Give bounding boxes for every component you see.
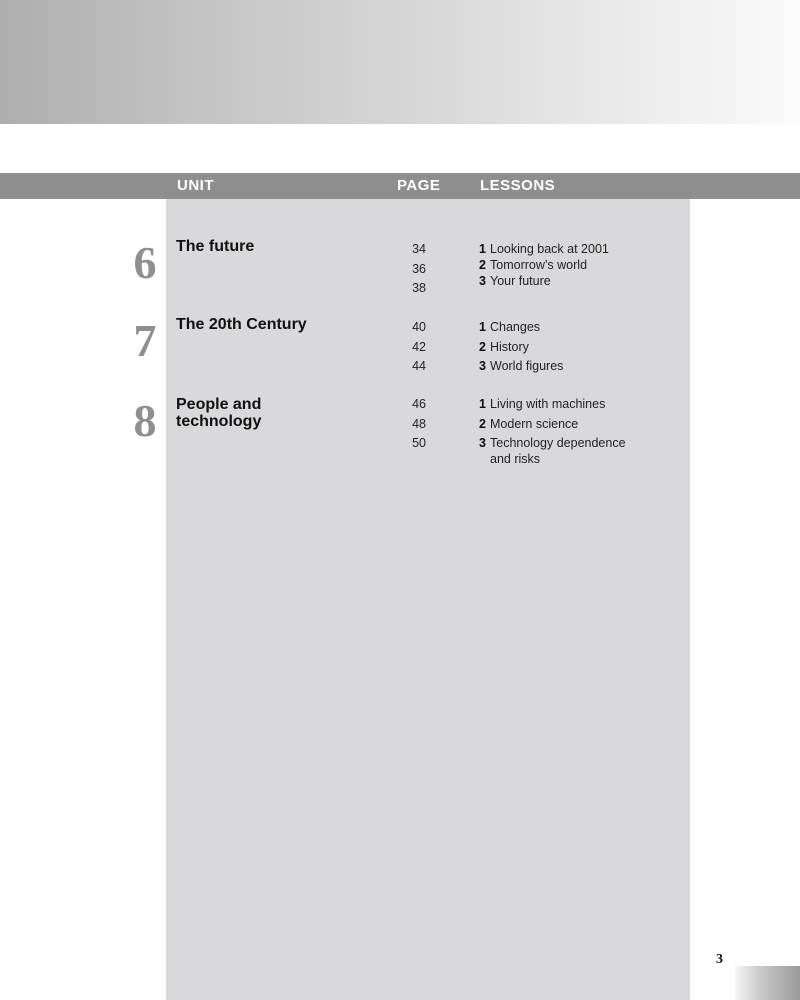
- lesson-title: World figures: [490, 359, 564, 373]
- page-number-item: 36: [412, 261, 426, 276]
- lesson-title: History: [490, 339, 529, 354]
- page-list: [398, 396, 426, 455]
- unit-number: 8: [133, 395, 157, 446]
- page-number-item: 50: [412, 436, 426, 450]
- header-page: PAGE: [397, 177, 441, 194]
- table-header-bar: [0, 173, 800, 199]
- lesson-title: Technology dependence and risks: [490, 436, 626, 466]
- header-unit: UNIT: [177, 177, 214, 194]
- unit-number: 7: [133, 315, 157, 366]
- lesson-title: Looking back at 2001: [490, 242, 609, 256]
- page-number-item: 42: [412, 339, 426, 354]
- lesson-title: Living with machines: [490, 397, 606, 411]
- lesson-title: Changes: [490, 320, 541, 334]
- lesson-item: [479, 319, 679, 335]
- lesson-item: [479, 339, 679, 355]
- corner-decorative-band: [735, 966, 800, 1000]
- lesson-list: [479, 319, 679, 378]
- lesson-number: 3: [479, 274, 486, 288]
- page-number-item: 44: [412, 359, 426, 373]
- lesson-number: 2: [479, 416, 486, 431]
- lesson-number: 2: [479, 258, 486, 272]
- lesson-number: 1: [479, 242, 486, 256]
- lesson-item: [479, 396, 629, 412]
- lesson-number: 3: [479, 436, 486, 450]
- page-number-item: 34: [412, 242, 426, 256]
- lesson-item: [479, 358, 679, 374]
- top-decorative-band: [0, 0, 800, 124]
- page-list: [398, 241, 426, 300]
- lesson-item: [479, 241, 679, 257]
- lesson-title: Tomorrow’s world: [490, 258, 588, 272]
- lesson-title: Modern science: [490, 416, 579, 431]
- unit-title: People and technology: [176, 396, 262, 430]
- page-number-item: 48: [412, 416, 426, 431]
- unit-number: 6: [133, 237, 157, 288]
- page-number-item: 40: [412, 320, 426, 334]
- unit-title: The 20th Century: [176, 316, 307, 333]
- header-lessons: LESSONS: [480, 177, 556, 194]
- lesson-item: [479, 416, 629, 432]
- lesson-number: 1: [479, 320, 486, 334]
- page-list: [398, 319, 426, 378]
- lesson-number: 3: [479, 359, 486, 373]
- lesson-item: [479, 257, 679, 273]
- page-number: 3: [716, 952, 723, 967]
- lesson-number: 2: [479, 339, 486, 354]
- lesson-title: Your future: [490, 274, 551, 288]
- lesson-number: 1: [479, 397, 486, 411]
- lesson-list: [479, 241, 679, 289]
- lesson-list: [479, 396, 629, 471]
- page-number-item: 46: [412, 397, 426, 411]
- lesson-item: [479, 435, 629, 467]
- unit-title: The future: [176, 238, 255, 255]
- lesson-item: [479, 273, 679, 289]
- page-number-item: 38: [412, 281, 426, 295]
